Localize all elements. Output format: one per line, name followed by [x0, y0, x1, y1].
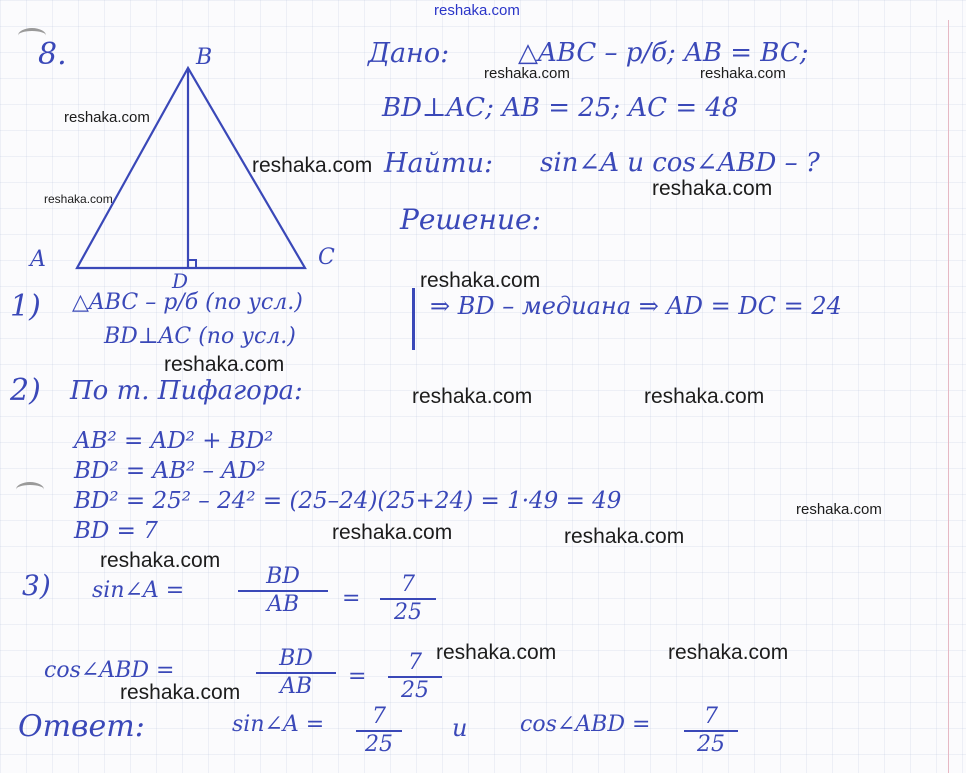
step2-header: По т. Пифагора: — [70, 376, 303, 406]
watermark: reshaka.com — [64, 109, 150, 126]
brace-bar — [412, 288, 415, 350]
watermark-top: reshaka.com — [434, 2, 520, 19]
step1-line2: BD⊥AC (по усл.) — [104, 324, 296, 349]
answer-sin-numerator: 7 — [372, 704, 386, 729]
find-label: Найти: — [384, 148, 494, 179]
watermark: reshaka.com — [252, 154, 373, 177]
step2-eq3: BD² = 25² – 24² = (25–24)(25+24) = 1·49 = 49 — [74, 488, 622, 514]
watermark: reshaka.com — [100, 549, 221, 572]
watermark: reshaka.com — [120, 681, 241, 704]
vertex-c-label: C — [318, 245, 335, 270]
sin-numerator: BD — [266, 564, 300, 589]
cos-numerator: BD — [279, 646, 313, 671]
solution-header: Решение: — [400, 203, 541, 236]
watermark: reshaka.com — [332, 521, 453, 544]
given-line1: △ABC – р/б; AB = BC; — [518, 38, 809, 68]
cos-value-fraction — [388, 652, 442, 702]
step1-result: ⇒ BD – медиана ⇒ AD = DC = 24 — [430, 292, 842, 320]
step3-number: 3) — [22, 569, 51, 602]
watermark: reshaka.com — [164, 353, 285, 376]
find-text: sin∠A и cos∠ABD – ? — [540, 148, 820, 178]
cos-fraction — [256, 648, 336, 698]
answer-sin-label: sin∠A = — [232, 712, 325, 737]
watermark: reshaka.com — [420, 269, 541, 292]
answer-connector: и — [452, 714, 468, 742]
step2-eq2: BD² = AB² – AD² — [74, 458, 266, 484]
answer-sin-denominator: 25 — [356, 730, 402, 756]
watermark: reshaka.com — [412, 385, 533, 408]
sin-value-numerator: 7 — [401, 572, 415, 597]
step1-line1: △ABC – р/б (по усл.) — [72, 290, 303, 315]
answer-sin-fraction — [356, 706, 402, 756]
watermark: reshaka.com — [796, 501, 882, 518]
step1-number: 1) — [10, 289, 41, 324]
binder-hole-mark — [16, 482, 44, 497]
sin-value-denominator: 25 — [380, 598, 436, 624]
watermark: reshaka.com — [564, 525, 685, 548]
cos-denominator: AB — [256, 672, 336, 698]
answer-label: Ответ: — [18, 709, 145, 744]
answer-cos-fraction — [684, 706, 738, 756]
step2-eq4: BD = 7 — [74, 518, 158, 544]
answer-cos-label: cos∠ABD = — [520, 712, 651, 737]
watermark: reshaka.com — [484, 65, 570, 82]
cos-label: cos∠ABD = — [44, 658, 175, 683]
watermark: reshaka.com — [668, 641, 789, 664]
answer-cos-denominator: 25 — [684, 730, 738, 756]
problem-number: 8. — [38, 37, 67, 72]
margin-line — [948, 20, 949, 773]
given-line2: BD⊥AC; AB = 25; AC = 48 — [382, 93, 739, 123]
sin-equals: = — [342, 586, 361, 611]
watermark: reshaka.com — [436, 641, 557, 664]
vertex-b-label: B — [196, 45, 213, 70]
sin-fraction — [238, 566, 328, 616]
sin-denominator: AB — [238, 590, 328, 616]
sin-label: sin∠A = — [92, 578, 185, 603]
vertex-a-label: A — [30, 247, 46, 272]
answer-cos-numerator: 7 — [704, 704, 718, 729]
foot-d-label: D — [172, 269, 189, 290]
watermark: reshaka.com — [700, 65, 786, 82]
step2-eq1: AB² = AD² + BD² — [74, 428, 274, 454]
step2-number: 2) — [10, 373, 41, 408]
right-angle-mark — [188, 260, 196, 268]
sin-value-fraction — [380, 574, 436, 624]
cos-equals: = — [348, 664, 367, 689]
given-label: Дано: — [368, 38, 450, 69]
watermark: reshaka.com — [44, 192, 113, 206]
watermark: reshaka.com — [644, 385, 765, 408]
cos-value-numerator: 7 — [408, 650, 422, 675]
watermark: reshaka.com — [652, 177, 773, 200]
cos-value-denominator: 25 — [388, 676, 442, 702]
